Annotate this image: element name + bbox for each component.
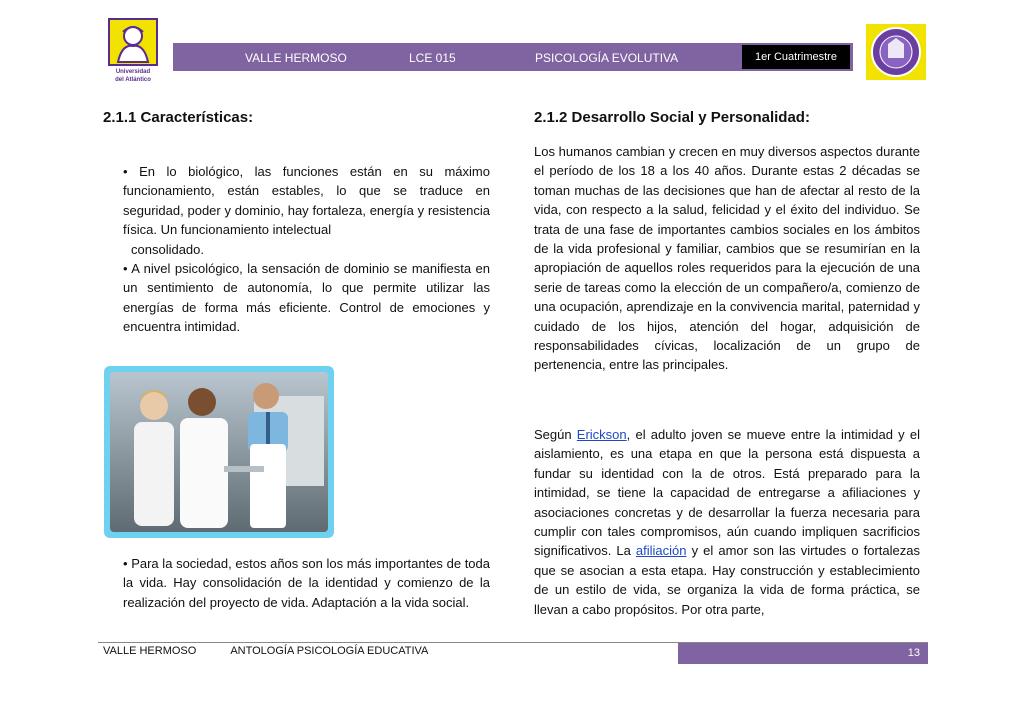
header-subject: PSICOLOGÍA EVOLUTIVA [535,51,679,65]
seal-logo [866,24,926,80]
erickson-text-c: y el amor son las virtudes o fortalezas que se asocian a esta etapa. Hay construcción y establecimiento de un estilo de vida, se organiza la vida de forma práctica, se llevan a cabo propósitos. Por otra parte, [534,543,920,617]
erickson-link[interactable]: Erickson [576,427,627,442]
page-number: 13 [907,647,920,659]
biological-text: • En lo biológico, las funciones están en su máximo funcionamiento, están estables, lo que se traduce en seguridad, poder y dominio, hay fortaleza, energía y resistencia física. Un funcionamiento intelectual [123,164,490,238]
erickson-text-a: Según [534,427,577,442]
section-heading-social-development: 2.1.2 Desarrollo Social y Personalidad: [534,109,810,126]
header-term: 1er Cuatrimestre [742,45,850,69]
header-campus: VALLE HERMOSO [245,51,347,65]
svg-text:del Atlántico: del Atlántico [115,77,151,83]
footer-text [103,645,462,657]
svg-text:Universidad: Universidad [115,69,151,75]
afiliacion-link[interactable]: afiliación [635,543,687,559]
social-development-paragraph: Los humanos cambian y crecen en muy diversos aspectos durante el período de los 18 a los 40 años. Durante estas 2 décadas se toman muchas de las decisiones que han de afectar al resto de la vida, con respecto a la salud, felicidad y el éxito del individuo. Se trata de una fase de importantes cambios sociales en los ámbitos de la vida profesional y familiar, cambios que se resumirían en la apropiación de aquellos roles requeridos para la ejecución de una serie de tareas como la elección de un compañero/a, comienzo de una ocupación, aprendizaje en la convivencia marital, paternidad y cuidado de los hijos, atención del hogar, adquisición de responsabilidades cívicas, localización de un grupo de pertenencia, entre las principales. [534,144,920,373]
biological-text-tail: consolidado. [131,241,204,257]
society-paragraph: • Para la sociedad, estos años son los más importantes de toda la vida. Hay consolidación de la identidad y comienzo de la realización del proyecto de vida. Adaptación a la vida social. [123,556,490,610]
biological-paragraph [103,162,490,259]
footer-page-bar [678,643,928,664]
erickson-text-b: , el adulto joven se mueve entre la intimidad y el aislamiento, es una etapa en que la persona está dispuesta a fundar su identidad con la de otros. Está preparado para la intimidad, se tiene la capacidad de entregarse a afiliaciones y asociaciones concretas y de desarrollar la fuerza necesaria para cumplir con tales compromisos, aún cuando impliquen sacrificios significativos. La [534,427,920,559]
erickson-paragraph [534,425,920,619]
section-heading-characteristics: 2.1.1 Características: [103,109,254,126]
footer-anthology: ANTOLOGÍA PSICOLOGÍA EDUCATIVA [230,645,429,657]
psychological-paragraph: • A nivel psicológico, la sensación de dominio se manifiesta en un sentimiento de autonomía, lo que permite utilizar las energías de forma más eficiente. Control de emociones y encuentra intimidad. [123,261,490,335]
footer-campus: VALLE HERMOSO [103,645,197,657]
students-photo [104,366,334,538]
university-logo [108,18,158,84]
header-course-code: LCE 015 [409,51,456,65]
